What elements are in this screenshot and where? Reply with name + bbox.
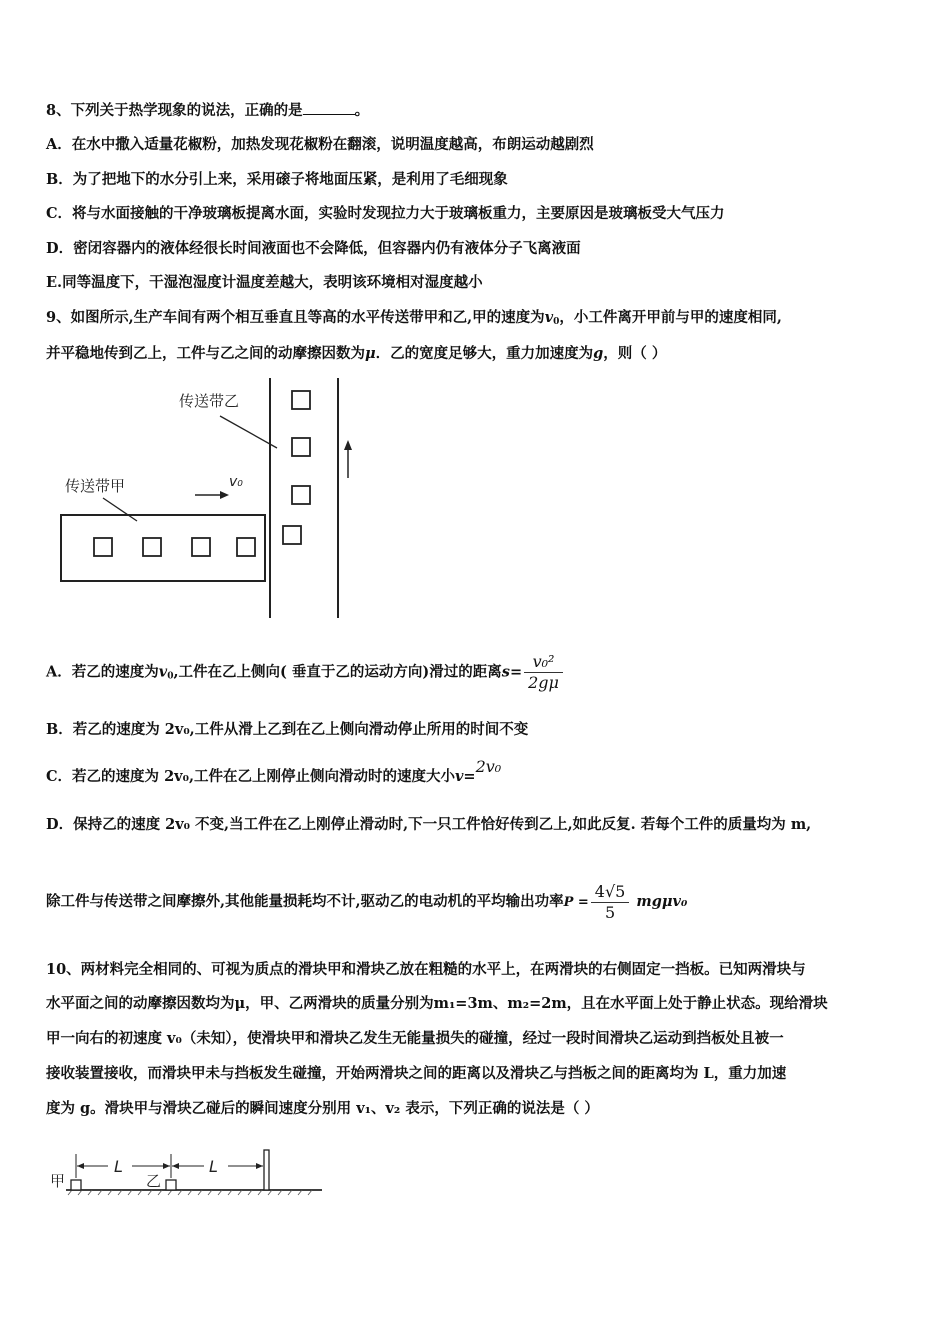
- q9-option-c-value: 2v₀: [475, 757, 502, 776]
- fraction-denominator: 2gμ: [528, 673, 559, 692]
- q10-stem-line3: 甲一向右的初速度 v₀（未知），使滑块甲和滑块乙发生无能量损失的碰撞，经过一段时间滑块乙运动到挡板处且被一: [46, 1030, 784, 1047]
- fraction-numerator: 4√5: [591, 882, 630, 903]
- block-jia: [71, 1180, 81, 1190]
- arrow-up-icon: [344, 440, 352, 450]
- q9-g-symbol: g: [593, 345, 604, 362]
- q9-option-d-p-eq: P =: [563, 895, 589, 910]
- q9-v-subscript: 0: [553, 317, 560, 327]
- q9-option-a-v: v: [158, 663, 168, 681]
- q9-option-d-fraction: [591, 882, 630, 923]
- workpiece: [237, 538, 255, 556]
- conveyor-figure: [55, 378, 375, 623]
- workpiece: [143, 538, 161, 556]
- q9-option-c-text: C．若乙的速度为 2v₀,工件在乙上刚停止侧向滑动时的速度大小: [46, 768, 455, 785]
- q9-stem-text-a: 9、如图所示,生产车间有两个相互垂直且等高的水平传送带甲和乙,甲的速度为: [46, 309, 545, 326]
- q9-stem-text-d: ．乙的宽度足够大，重力加速度为: [375, 345, 594, 362]
- workpiece: [292, 438, 310, 456]
- q9-option-a-text-b: ,工件在乙上侧向( 垂直于乙的运动方向)滑过的距离: [173, 663, 502, 681]
- arrow-left-icon: [172, 1163, 179, 1169]
- q9-stem-text-c: 并平稳地传到乙上，工件与乙之间的动摩擦因数为: [46, 345, 365, 362]
- q9-option-c: [46, 757, 502, 787]
- q10-stem-line1: 10、两材料完全相同的、可视为质点的滑块甲和滑块乙放在粗糙的水平上，在两滑块的右侧固定一挡板。已知两滑块与: [46, 961, 806, 978]
- q9-option-c-v-eq: v=: [455, 768, 476, 785]
- q9-option-d-line1: D．保持乙的速度 2v₀ 不变,当工件在乙上刚停止滑动时,下一只工件恰好传到乙上,如此反复. 若每个工件的质量均为 m,: [46, 816, 812, 833]
- q9-option-a-v-sub: 0: [167, 671, 174, 682]
- q10-stem-line2: 水平面之间的动摩擦因数均为μ，甲、乙两滑块的质量分别为m₁=3m、m₂=2m，且在水平面上处于静止状态。现给滑块: [46, 995, 828, 1012]
- belt-jia: [61, 515, 265, 581]
- q9-stem-text-b: ，小工件离开甲前与甲的速度相同,: [559, 309, 782, 326]
- q8-option-b: B．为了把地下的水分引上来，采用磙子将地面压紧，是利用了毛细现象: [46, 171, 508, 188]
- q8-stem-end: 。: [354, 102, 370, 119]
- q8-stem-text: 8、下列关于热学现象的说法，正确的是: [46, 102, 303, 119]
- arrow-right-icon: [256, 1163, 263, 1169]
- workpiece: [292, 486, 310, 504]
- workpiece: [192, 538, 210, 556]
- q8-option-d: D．密闭容器内的液体经很长时间液面也不会降低，但容器内仍有液体分子飞离液面: [46, 240, 581, 257]
- baffle-wall: [264, 1150, 269, 1190]
- label-v0: v₀: [229, 474, 243, 490]
- q9-option-a: [46, 652, 565, 694]
- q9-option-a-text-a: A．若乙的速度为: [46, 663, 159, 681]
- q9-stem-line2: [46, 344, 666, 364]
- q10-stem-line4: 接收装置接收，而滑块甲未与挡板发生碰撞，开始两滑块之间的距离以及滑块乙与挡板之间的距离均为 L，重力加速: [46, 1065, 787, 1082]
- workpiece: [94, 538, 112, 556]
- q9-option-a-fraction: [524, 652, 563, 693]
- q9-stem-text-e: ，则（ ）: [603, 345, 667, 362]
- q8-option-e: E.同等温度下，干湿泡湿度计温度差越大，表明该环境相对湿度越小: [46, 274, 483, 291]
- q9-option-d-tail: mgμv₀: [636, 893, 688, 910]
- block-yi: [166, 1180, 176, 1190]
- label-belt-yi: 传送带乙: [179, 392, 240, 410]
- q8-option-a: A．在水中撒入适量花椒粉，加热发现花椒粉在翻滚，说明温度越高，布朗运动越剧烈: [46, 136, 594, 153]
- leader-line-jia: [103, 498, 137, 521]
- q9-option-b: B．若乙的速度为 2v₀,工件从滑上乙到在乙上侧向滑动停止所用的时间不变: [46, 721, 529, 738]
- arrow-right-icon: [220, 491, 229, 499]
- label-L1: L: [114, 1157, 123, 1176]
- q9-v-symbol: v: [544, 309, 554, 326]
- q9-option-d-text: 除工件与传送带之间摩擦外,其他能量损耗均不计,驱动乙的电动机的平均输出功率: [46, 893, 564, 910]
- label-L2: L: [209, 1157, 218, 1176]
- fraction-denominator: 5: [604, 902, 616, 922]
- label-yi: 乙: [146, 1172, 162, 1190]
- label-belt-jia: 传送带甲: [65, 477, 126, 495]
- arrow-right-icon: [163, 1163, 170, 1169]
- q9-option-d-line2: [46, 880, 687, 925]
- fraction-numerator: v₀²: [524, 652, 563, 673]
- q8-stem: [46, 100, 369, 121]
- q9-option-a-s-eq: s=: [501, 663, 523, 681]
- q9-stem-line1: [46, 308, 782, 332]
- slider-figure: [46, 1140, 326, 1200]
- workpiece: [283, 526, 301, 544]
- q8-option-c: C．将与水面接触的干净玻璃板提离水面，实验时发现拉力大于玻璃板重力，主要原因是玻璃板受大气压力: [46, 205, 725, 222]
- q9-mu-symbol: μ: [365, 345, 376, 362]
- arrow-left-icon: [77, 1163, 84, 1169]
- leader-line-yi: [220, 416, 277, 448]
- q10-stem-line5: 度为 g。滑块甲与滑块乙碰后的瞬间速度分别用 v₁、v₂ 表示，下列正确的说法是（ ）: [46, 1100, 599, 1117]
- workpiece: [292, 391, 310, 409]
- q8-answer-blank: [303, 100, 355, 115]
- label-jia: 甲: [50, 1172, 66, 1190]
